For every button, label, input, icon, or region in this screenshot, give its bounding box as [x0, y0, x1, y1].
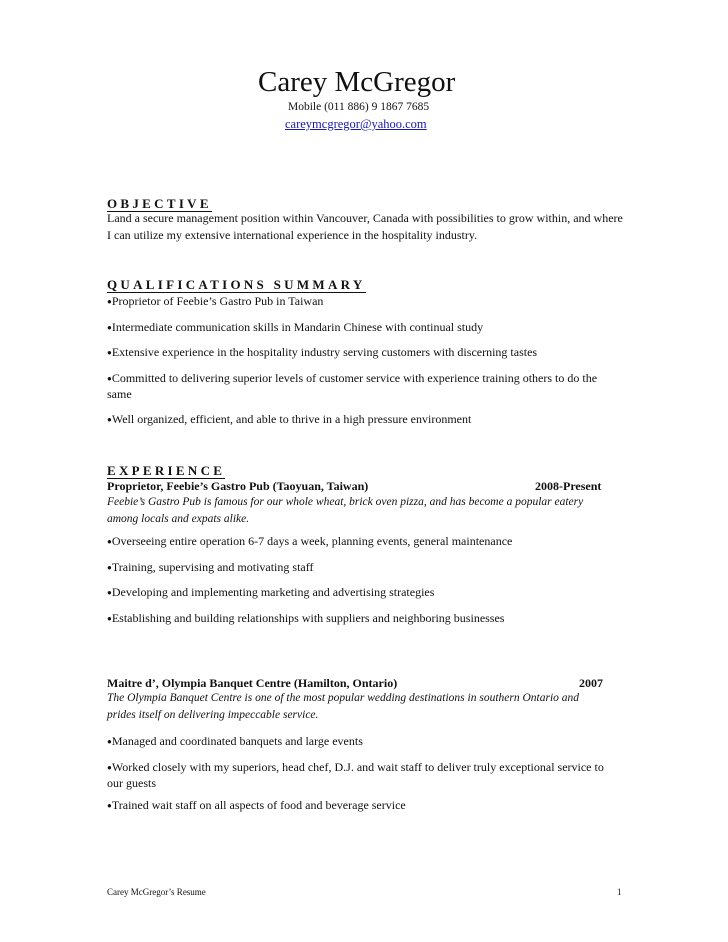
- objective-text: Land a secure management position within Vancouver, Canada with possibilities to grow within, and where I can utilize my extensive international experience in the hospitality industry.: [107, 211, 623, 242]
- bullet-icon: ●: [107, 737, 112, 746]
- job-item: ●Managed and coordinated banquets and large events: [107, 734, 363, 748]
- bullet-icon: ●: [107, 763, 112, 772]
- bullet-icon: ●: [107, 563, 112, 572]
- job-description: The Olympia Banquet Centre is one of the most popular wedding destinations in southern Ontario and prides itself on delivering impeccable service.: [107, 692, 580, 721]
- bullet-icon: ●: [107, 588, 112, 597]
- bullet-icon: ●: [107, 801, 112, 810]
- qualification-item: ●Extensive experience in the hospitality industry serving customers with discerning tastes: [107, 345, 538, 359]
- qualification-item: ●Well organized, efficient, and able to thrive in a high pressure environment: [107, 412, 472, 426]
- objective-heading: OBJECTIVE: [107, 196, 212, 211]
- qualifications-heading: QUALIFICATIONS SUMMARY: [107, 277, 366, 292]
- job-item: ●Worked closely with my superiors, head chef, D.J. and wait staff to deliver truly exceptional service to our guests: [107, 760, 604, 790]
- job-item: ●Overseeing entire operation 6-7 days a week, planning events, general maintenance: [107, 534, 513, 548]
- bullet-icon: ●: [107, 323, 112, 332]
- job-item: ●Establishing and building relationships with suppliers and neighboring businesses: [107, 611, 505, 625]
- qualification-item: ●Proprietor of Feebie’s Gastro Pub in Taiwan: [107, 294, 324, 308]
- email-link[interactable]: careymcgregor@yahoo.com: [285, 117, 427, 131]
- job-date: 2007: [579, 676, 603, 690]
- job-item: ●Developing and implementing marketing and advertising strategies: [107, 585, 435, 599]
- job-item: ●Trained wait staff on all aspects of food and beverage service: [107, 798, 406, 812]
- bullet-icon: ●: [107, 297, 112, 306]
- qualification-item: ●Intermediate communication skills in Mandarin Chinese with continual study: [107, 320, 484, 334]
- bullet-icon: ●: [107, 614, 112, 623]
- job-date: 2008-Present: [535, 479, 602, 493]
- job-title: Maitre d’, Olympia Banquet Centre (Hamilton, Ontario): [107, 676, 398, 690]
- mobile-number: Mobile (011 886) 9 1867 7685: [288, 101, 430, 113]
- footer-title: Carey McGregor’s Resume: [107, 887, 206, 897]
- page-number: 1: [617, 887, 622, 897]
- job-description: Feebie’s Gastro Pub is famous for our whole wheat, brick oven pizza, and has become a popular eatery among locals and expats alike.: [107, 496, 584, 525]
- job-title: Proprietor, Feebie’s Gastro Pub (Taoyuan, Taiwan): [107, 479, 369, 493]
- bullet-icon: ●: [107, 348, 112, 357]
- bullet-icon: ●: [107, 374, 112, 383]
- bullet-icon: ●: [107, 415, 112, 424]
- experience-heading: EXPERIENCE: [107, 463, 226, 478]
- bullet-icon: ●: [107, 537, 112, 546]
- job-item: ●Training, supervising and motivating staff: [107, 560, 314, 574]
- qualification-item: ●Committed to delivering superior levels of customer service with experience training others to do the same: [107, 371, 598, 401]
- candidate-name: Carey McGregor: [258, 66, 456, 98]
